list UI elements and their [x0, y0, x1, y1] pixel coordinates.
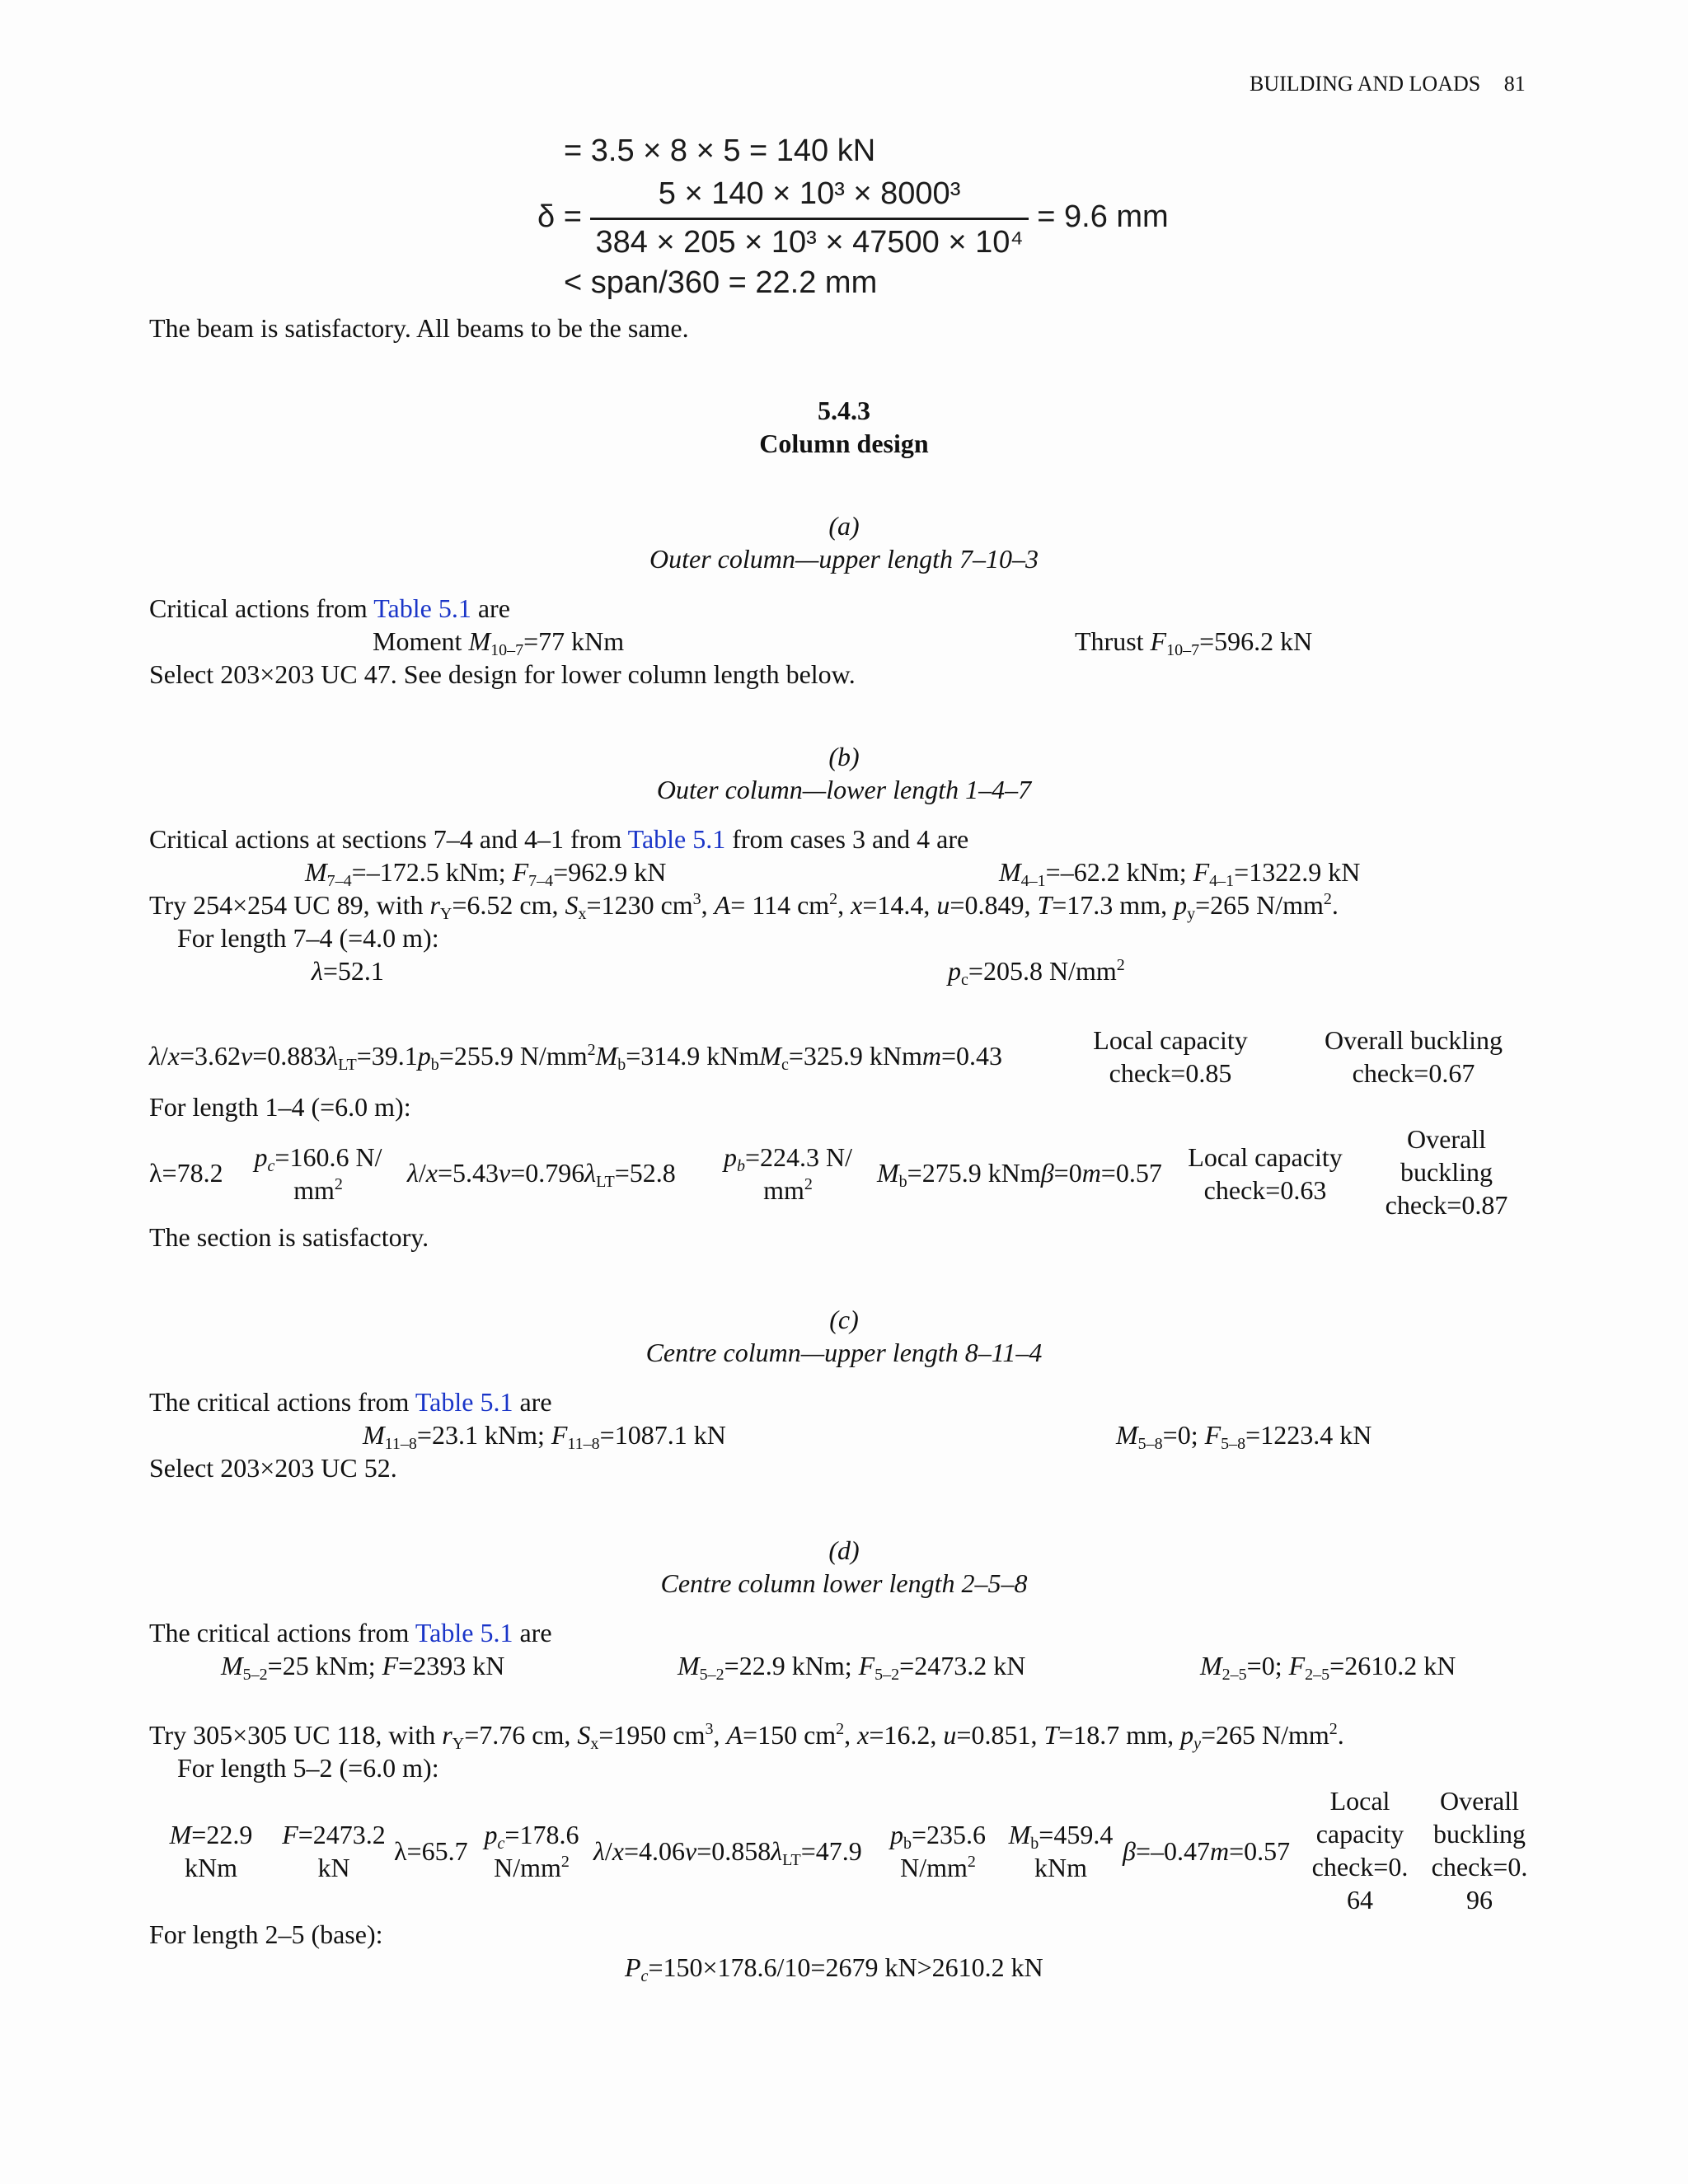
f-subscript: 5–8	[1221, 1435, 1246, 1453]
part-b-title: Outer column—lower length 1–4–7	[656, 775, 1032, 804]
pc-value: =178.6 N/mm	[494, 1820, 579, 1882]
m-subscript: 5–2	[242, 1666, 268, 1684]
v-value: =0.883	[252, 1041, 327, 1071]
moment-label: Moment	[373, 626, 462, 656]
part-d-len1-slenderness: $\lambda/x=4.06v=0.858\lambda_{LT}=47.9$	[593, 1836, 862, 1869]
part-d-len1-pb: $p_b=235.6$ $N/mm^2$	[889, 1820, 987, 1882]
part-b-conclusion: The section is satisfactory.	[149, 1222, 429, 1252]
f-value: =1322.9 kN	[1234, 857, 1361, 887]
thrust-symbol: F	[1150, 626, 1167, 656]
section-number: 5.4.3	[818, 396, 870, 425]
m-subscript: 2–5	[1221, 1666, 1247, 1684]
part-b-actions-right: $M_{4-1}=-62.2$ kNm; $F_{4-1}=1322.9$ kN	[999, 857, 1361, 890]
f-value: =962.9 kN	[553, 857, 667, 887]
part-d-title: Centre column lower length 2–5–8	[660, 1568, 1028, 1598]
lx-value: =3.62	[179, 1041, 241, 1071]
pc-value: =205.8 N/mm	[968, 956, 1117, 986]
part-b-len1-pc: $p_c=205.8$ $N/mm^2$	[948, 956, 1125, 989]
intro-tail: from cases 3 and 4 are	[732, 824, 969, 854]
u-value: =0.849,	[950, 890, 1038, 920]
part-d-actions-col2: $M_{5-2}=22.9$ kNm; $F_{5-2}=2473.2$ kN	[678, 1651, 1026, 1684]
table-5-1-link[interactable]: Table 5.1	[373, 593, 471, 623]
pb-value: =235.6 N/mm	[900, 1820, 987, 1882]
lt-value: =39.1	[356, 1041, 418, 1071]
area-value: = 114 cm	[730, 890, 830, 920]
deflection-fraction	[590, 175, 1028, 262]
table-5-1-link[interactable]: Table 5.1	[627, 824, 726, 854]
part-c-intro	[149, 1385, 552, 1418]
m-value: =–62.2 kNm;	[1045, 857, 1193, 887]
mb-value: =314.9 kNm	[626, 1041, 760, 1071]
x-value: =14.4,	[862, 890, 937, 920]
m-value: =0.43	[941, 1041, 1003, 1071]
m-subscript: 7–4	[326, 872, 352, 890]
intro-tail: are	[519, 1387, 552, 1417]
part-d-try-line: Try 305×305 UC 118, with $r_Y=7.76$ cm, $S_x=1950$ $cm^3$, A=150 $cm^2$, x=16.2, u=0.851, T=18.7 mm, $p_y=265$ $N/mm^2$.	[149, 1720, 1344, 1753]
part-a-intro	[149, 592, 510, 625]
pb-value: =255.9 N/mm	[438, 1041, 588, 1071]
f-subscript: 4–1	[1209, 872, 1235, 890]
f-value: =2393 kN	[398, 1651, 505, 1680]
part-b-len2-local-check: Local capacity check=0.63	[1188, 1142, 1343, 1205]
part-d-label: (d)	[828, 1535, 860, 1565]
part-c-title: Centre column—upper length 8–11–4	[645, 1338, 1043, 1367]
part-d-len1-pc: $p_c=178.6$ $N/mm^2$	[484, 1820, 579, 1882]
m-value: =0;	[1162, 1420, 1205, 1450]
t-value: =18.7 mm,	[1058, 1720, 1181, 1750]
lx-value: =5.43	[437, 1158, 499, 1188]
thrust-label: Thrust	[1075, 626, 1144, 656]
v-value: =0.796	[510, 1158, 585, 1188]
part-c-actions-right: $M_{5-8}=0$; $F_{5-8}=1223.4$ kN	[1116, 1420, 1372, 1453]
sep: ,	[713, 1720, 727, 1750]
moment-subscript: 10–7	[490, 641, 524, 659]
lt-value: =47.9	[800, 1836, 862, 1866]
f-subscript: 7–4	[528, 872, 554, 890]
f-subscript: 11–8	[567, 1435, 600, 1453]
part-b-len1-row: $\lambda/x=3.62v=0.883\lambda_{LT}=39.1p_b=255.9$ $N/mm^2M_b=314.9$ kNmM$_c$=325.9 kNmm=0.43	[149, 1041, 1003, 1074]
m-subscript: 5–2	[699, 1666, 724, 1684]
part-a-label: (a)	[828, 511, 860, 541]
part-b-len2-pc: $p_c=160.6$ N/ $mm^2$	[254, 1142, 382, 1205]
m-value: =22.9 kNm	[185, 1820, 253, 1882]
intro-text: Critical actions from	[149, 593, 368, 623]
beta-value: =–0.47	[1135, 1836, 1210, 1866]
part-b-len2-lambda: λ=78.2	[149, 1158, 223, 1188]
part-d-pc-line: $P_c=150\times 178.6/10=2679$ kN>2610.2 kN	[625, 1952, 1043, 1985]
mb-value: =459.4 kNm	[1034, 1820, 1114, 1882]
part-b-len1-local-check: Local capacity check=0.85	[1093, 1025, 1248, 1088]
part-d-len1-beta-m: β=–0.47m=0.57	[1123, 1836, 1291, 1866]
f-value: =2610.2 kN	[1329, 1651, 1456, 1680]
part-a-thrust	[1075, 625, 1312, 658]
m-value: =25 kNm;	[267, 1651, 382, 1680]
part-a-title: Outer column—upper length 7–10–3	[649, 544, 1039, 574]
v-value: =0.858	[696, 1836, 771, 1866]
part-d-len1-moment: M=22.9 kNm	[169, 1820, 253, 1882]
part-d-len2-heading: For length 2–5 (base):	[149, 1919, 383, 1949]
equation-load: = 3.5 × 8 × 5 = 140 kN	[564, 134, 876, 168]
moment-value: =77 kNm	[523, 626, 625, 656]
running-title: BUILDING AND LOADS	[1250, 72, 1481, 96]
ry-value: =7.76 cm,	[464, 1720, 578, 1750]
equation-deflection	[537, 175, 1169, 262]
part-b-len2-heading: For length 1–4 (=6.0 m):	[149, 1092, 411, 1122]
try-text: Try 305×305 UC 118, with	[149, 1720, 443, 1750]
f-value: =1087.1 kN	[599, 1420, 726, 1450]
area-value: =150 cm	[743, 1720, 837, 1750]
sx-value: =1950 cm	[598, 1720, 706, 1750]
m-value: =–172.5 kNm;	[351, 857, 513, 887]
f-subscript: 2–5	[1305, 1666, 1330, 1684]
m-subscript: 4–1	[1020, 872, 1046, 890]
try-text: Try 254×254 UC 89, with	[149, 890, 430, 920]
part-b-label: (b)	[828, 742, 860, 771]
mb-value: =275.9 kNm	[907, 1158, 1041, 1188]
part-b-len1-heading: For length 7–4 (=4.0 m):	[177, 923, 439, 953]
ry-value: =6.52 cm,	[452, 890, 565, 920]
table-5-1-link[interactable]: Table 5.1	[415, 1387, 513, 1417]
py-value: =265 N/mm	[1195, 890, 1324, 920]
beam-conclusion: The beam is satisfactory. All beams to be the same.	[149, 313, 689, 343]
m-subscript: 5–8	[1137, 1435, 1163, 1453]
pc-value: =160.6 N/ mm	[274, 1142, 382, 1205]
part-c-label: (c)	[829, 1305, 859, 1334]
part-a-moment	[373, 625, 624, 658]
fraction-numerator: 5 × 140 × 10³ × 8000³	[590, 175, 1028, 220]
part-b-len1-overall-check: Overall buckling check=0.67	[1325, 1025, 1503, 1088]
u-value: =0.851,	[956, 1720, 1044, 1750]
part-d-len1-overall-check: Overall buckling check=0. 96	[1431, 1786, 1528, 1915]
lt-value: =52.8	[614, 1158, 676, 1188]
f-value: =2473.2 kN	[298, 1820, 386, 1882]
f-subscript: 5–2	[874, 1666, 900, 1684]
equation-span-limit: < span/360 = 22.2 mm	[564, 265, 878, 300]
part-b-len2-overall-check: Overall buckling check=0.87	[1385, 1124, 1508, 1220]
delta-lhs: δ =	[537, 199, 582, 235]
part-d-len1-heading: For length 5–2 (=6.0 m):	[177, 1753, 439, 1783]
running-header	[1250, 71, 1526, 98]
t-value: =17.3 mm,	[1052, 890, 1175, 920]
intro-text: The critical actions from	[149, 1387, 410, 1417]
pc-line-value: =150×178.6/10=2679 kN>2610.2 kN	[648, 1952, 1043, 1982]
sx-value: =1230 cm	[586, 890, 693, 920]
end: .	[1331, 890, 1339, 920]
thrust-subscript: 10–7	[1166, 641, 1200, 659]
part-b-len2-pb: $p_b=224.3$ N/ $mm^2$	[723, 1142, 853, 1205]
part-d-intro	[149, 1616, 552, 1649]
part-d-len1-mb: $M_b=459.4$ kNm	[1008, 1820, 1114, 1882]
part-b-actions-left: $M_{7-4}=-172.5$ kNm; $F_{7-4}=962.9$ kN	[305, 857, 667, 890]
moment-symbol: M	[468, 626, 491, 656]
pb-value: =224.3 N/ mm	[744, 1142, 853, 1205]
table-5-1-link[interactable]: Table 5.1	[415, 1618, 513, 1647]
m-value: =22.9 kNm;	[724, 1651, 859, 1680]
lambda-value: =52.1	[322, 956, 384, 986]
delta-rhs: = 9.6 mm	[1037, 199, 1169, 235]
py-value: =265 N/mm	[1200, 1720, 1329, 1750]
part-b-try-line: Try 254×254 UC 89, with $r_Y=6.52$ cm, $S_x=1230$ $cm^3$, A= 114 $cm^2$, x=14.4, u=0.849, T=17.3 mm, $p_y=265$ $N/mm^2$.	[149, 890, 1339, 923]
lx-value: =4.06	[623, 1836, 685, 1866]
m-value: =0;	[1246, 1651, 1289, 1680]
sep: ,	[844, 1720, 858, 1750]
part-d-len1-force: F=2473.2 kN	[282, 1820, 386, 1882]
part-b-len2-moments: $M_b=275.9$ kNmβ=0m=0.57	[877, 1158, 1162, 1191]
part-c-actions-left: $M_{11-8}=23.1$ kNm; $F_{11-8}=1087.1$ kN	[363, 1420, 726, 1453]
part-a-select: Select 203×203 UC 47. See design for lower column length below.	[149, 659, 856, 689]
part-d-actions-col1: $M_{5-2}=25$ kNm; F=2393 kN	[221, 1651, 505, 1684]
sep: ,	[701, 890, 715, 920]
fraction-denominator: 384 × 205 × 10³ × 47500 × 10⁴	[595, 224, 1024, 260]
part-d-actions-col3: $M_{2-5}=0$; $F_{2-5}=2610.2$ kN	[1200, 1651, 1456, 1684]
end: .	[1337, 1720, 1344, 1750]
page-number: 81	[1503, 72, 1526, 96]
intro-tail: are	[519, 1618, 552, 1647]
intro-text: The critical actions from	[149, 1618, 410, 1647]
f-value: =2473.2 kN	[899, 1651, 1026, 1680]
sep: ,	[837, 890, 851, 920]
thrust-value: =596.2 kN	[1199, 626, 1313, 656]
part-d-len1-local-check: Local capacity check=0. 64	[1311, 1786, 1409, 1915]
f-value: =1223.4 kN	[1245, 1420, 1372, 1450]
m-value: =0.57	[1229, 1836, 1291, 1866]
part-b-intro	[149, 823, 968, 855]
part-b-len1-lambda: λ=52.1	[312, 956, 384, 986]
part-b-len2-slenderness: $\lambda/x=5.43v=0.796\lambda_{LT}=52.8$	[407, 1158, 676, 1191]
intro-text: Critical actions at sections 7–4 and 4–1 from	[149, 824, 622, 854]
part-d-len1-lambda: λ=65.7	[394, 1836, 468, 1866]
m-value: =23.1 kNm;	[416, 1420, 551, 1450]
intro-tail: are	[477, 593, 510, 623]
part-c-select: Select 203×203 UC 52.	[149, 1453, 397, 1483]
mc-value: =325.9 kNm	[788, 1041, 922, 1071]
x-value: =16.2,	[869, 1720, 944, 1750]
beta-value: =0	[1053, 1158, 1082, 1188]
m-subscript: 11–8	[384, 1435, 417, 1453]
section-title: Column design	[759, 429, 929, 458]
m-value: =0.57	[1100, 1158, 1162, 1188]
